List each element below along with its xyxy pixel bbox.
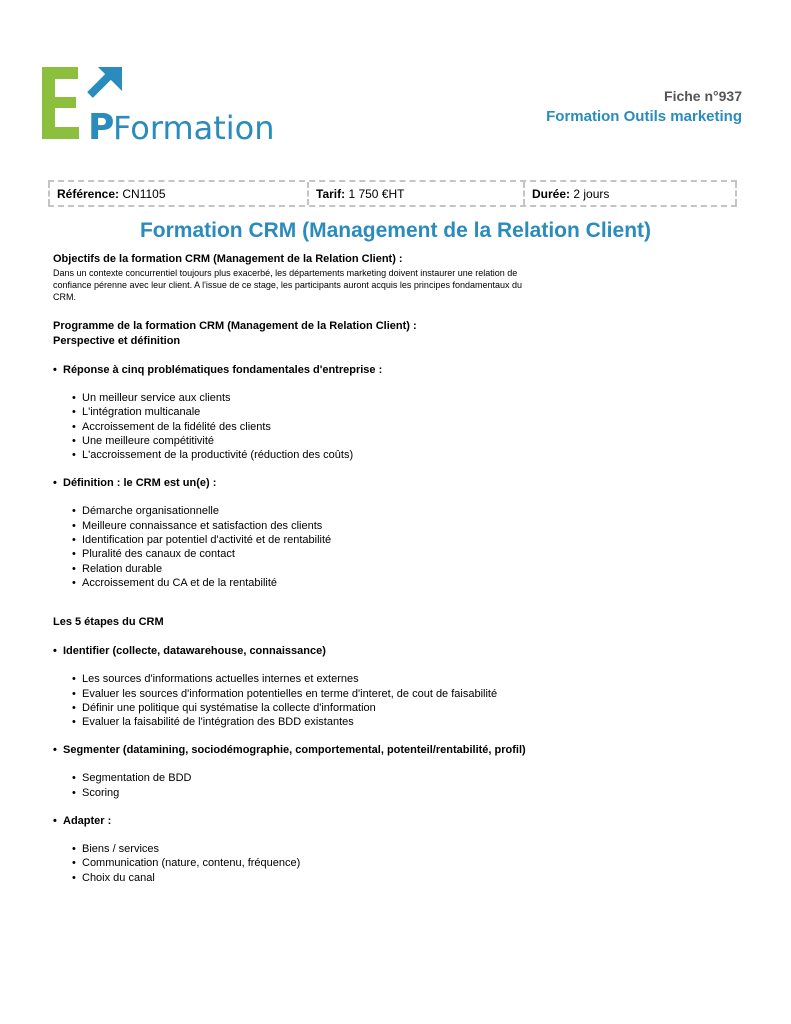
section-list (53, 476, 568, 490)
fiche-number: Fiche n°937 (664, 88, 742, 104)
page-title: Formation CRM (Management de la Relation Client) (139, 219, 652, 242)
duree-label: Durée: (532, 187, 571, 201)
ep-formation-logo (42, 66, 282, 142)
list-item: • Identification par potentiel d'activité et de rentabilité (72, 533, 568, 547)
list-item: • Une meilleure compétitivité (72, 434, 568, 448)
logo-word: Formation (113, 109, 275, 142)
section-list (53, 644, 568, 658)
objectifs-text (53, 267, 568, 303)
item-list (53, 504, 568, 590)
list-item: • L'intégration multicanale (72, 405, 568, 419)
list-item: • Définir une politique qui systématise la collecte d'information (72, 701, 568, 715)
tarif-label: Tarif: (316, 187, 346, 201)
list-item: • Biens / services (72, 842, 568, 856)
list-item: • Démarche organisationnelle (72, 504, 568, 518)
main-content (53, 252, 568, 885)
list-item: • Accroissement de la fidélité des clients (72, 420, 568, 434)
reference-cell (48, 182, 307, 205)
reference-value: CN1105 (119, 187, 166, 201)
section-list (53, 743, 568, 757)
tarif-value: 1 750 €HT (345, 187, 405, 201)
list-item: • Communication (nature, contenu, fréquence) (72, 856, 568, 870)
item-list (53, 672, 568, 729)
list-item: • Evaluer la faisabilité de l'intégration des BDD existantes (72, 715, 568, 729)
list-item: • Segmentation de BDD (72, 771, 568, 785)
fiche-header (546, 88, 742, 127)
item-list (53, 842, 568, 885)
list-item: • Meilleure connaissance et satisfaction des clients (72, 519, 568, 533)
list-item: • L'accroissement de la productivité (réduction des coûts) (72, 448, 568, 462)
section-heading: • Réponse à cinq problématiques fondamentales d'entreprise : (53, 363, 568, 377)
list-item: • Les sources d'informations actuelles internes et externes (72, 672, 568, 686)
list-item: • Scoring (72, 786, 568, 800)
tarif-cell (307, 182, 523, 205)
list-item: • Choix du canal (72, 871, 568, 885)
objectifs-title: Objectifs de la formation CRM (Management de la Relation Client) : (53, 253, 403, 265)
list-item: • Accroissement du CA et de la rentabilité (72, 576, 568, 590)
fiche-category: Formation Outils marketing (546, 108, 742, 125)
section-heading: • Adapter : (53, 814, 568, 828)
reference-label: Référence: (57, 187, 120, 201)
list-item: • Pluralité des canaux de contact (72, 547, 568, 561)
section-list (53, 814, 568, 828)
programme-subtitle: Perspective et définition (53, 335, 181, 347)
item-list (53, 771, 568, 800)
section-heading: • Définition : le CRM est un(e) : (53, 476, 568, 490)
section-heading: • Segmenter (datamining, sociodémographie, comportemental, potenteil/rentabilité, profil) (53, 743, 568, 757)
list-item: • Un meilleur service aux clients (72, 391, 568, 405)
objectifs-line: CRM. (53, 292, 76, 302)
duree-cell (523, 182, 737, 205)
etapes-title: Les 5 étapes du CRM (53, 616, 164, 629)
section-heading: • Identifier (collecte, datawarehouse, connaissance) (53, 644, 568, 658)
section-list (53, 363, 568, 377)
objectifs-line: Dans un contexte concurrentiel toujours plus exacerbé, les départements marketing doivent instaurer une relation de (53, 268, 518, 278)
info-bar (48, 180, 737, 207)
list-item: • Relation durable (72, 562, 568, 576)
list-item: • Evaluer les sources d'information potentielles en terme d'interet, de cout de faisabilité (72, 687, 568, 701)
programme-title: Programme de la formation CRM (Management de la Relation Client) : (53, 320, 417, 332)
objectifs-line: confiance pérenne avec leur client. A l'issue de ce stage, les participants auront acquis les principes fondamentaux du (53, 280, 523, 290)
svg-text:P: P (88, 107, 115, 142)
item-list (53, 391, 568, 462)
duree-value: 2 jours (570, 187, 610, 201)
